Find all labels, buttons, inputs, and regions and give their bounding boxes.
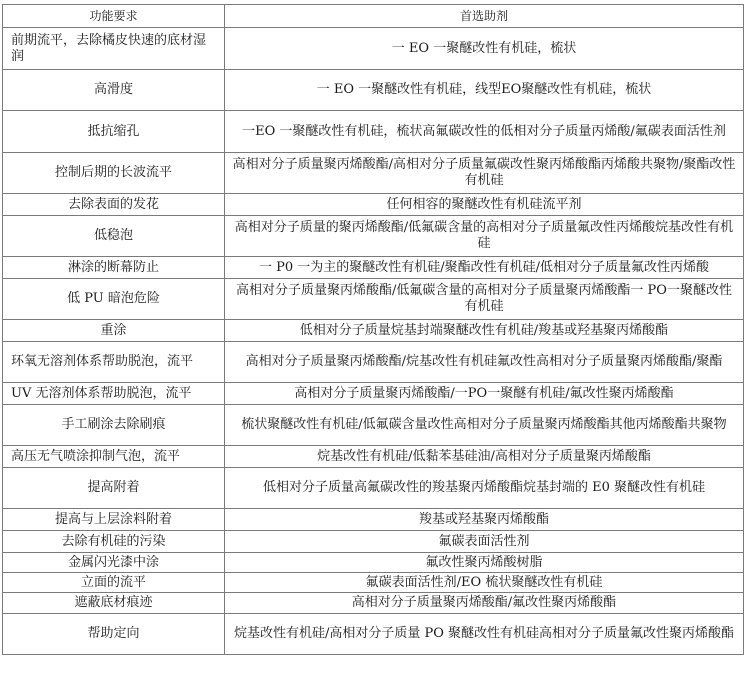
table-row bbox=[3, 405, 744, 446]
function-requirement-cell: 提高附着 bbox=[3, 468, 225, 509]
table-row bbox=[3, 153, 744, 194]
header-preferred-additive: 首选助剂 bbox=[225, 5, 744, 28]
table-row bbox=[3, 111, 744, 153]
function-requirement-cell: 淋涂的断幕防止 bbox=[3, 257, 225, 279]
table-row bbox=[3, 593, 744, 614]
table-row bbox=[3, 70, 744, 111]
preferred-additive-cell: 一EO 一聚醚改性有机硅，梳状高氟碳改性的低相对分子质量丙烯酸/氟碳表面活性剂 bbox=[225, 111, 744, 153]
function-requirement-cell: 控制后期的长波流平 bbox=[3, 153, 225, 194]
preferred-additive-cell: 一 EO 一聚醚改性有机硅，线型EO聚醚改性有机硅，梳状 bbox=[225, 70, 744, 111]
table-body bbox=[3, 28, 744, 655]
function-requirement-cell: 金属闪光漆中涂 bbox=[3, 553, 225, 573]
table-header-row bbox=[3, 5, 744, 28]
table-row bbox=[3, 257, 744, 279]
table-row bbox=[3, 446, 744, 468]
additive-selection-table bbox=[2, 4, 744, 655]
table-row bbox=[3, 614, 744, 655]
table-row bbox=[3, 279, 744, 320]
table-row bbox=[3, 216, 744, 257]
table-row bbox=[3, 553, 744, 573]
function-requirement-cell: UV 无溶剂体系帮助脱泡，流平 bbox=[3, 383, 225, 405]
function-requirement-cell: 低稳泡 bbox=[3, 216, 225, 257]
preferred-additive-cell: 高相对分子质量聚丙烯酸酯/低氟碳含量的高相对分子质量聚丙烯酸酯一 PO一聚醚改性有机硅 bbox=[225, 279, 744, 320]
function-requirement-cell: 手工刷涂去除刷痕 bbox=[3, 405, 225, 446]
preferred-additive-cell: 高相对分子质量的聚丙烯酸酯/低氟碳含量的高相对分子质量氟改性丙烯酸烷基改性有机硅 bbox=[225, 216, 744, 257]
preferred-additive-cell: 高相对分子质量聚丙烯酸酯/氟改性聚丙烯酸酯 bbox=[225, 593, 744, 614]
preferred-additive-cell: 氟碳表面活性剂/EO 梳状聚醚改性有机硅 bbox=[225, 573, 744, 593]
function-requirement-cell: 去除有机硅的污染 bbox=[3, 531, 225, 553]
preferred-additive-cell: 一 EO 一聚醚改性有机硅，梳状 bbox=[225, 28, 744, 70]
table-row bbox=[3, 194, 744, 216]
function-requirement-cell: 抵抗缩孔 bbox=[3, 111, 225, 153]
preferred-additive-cell: 烷基改性有机硅/低黏苯基硅油/高相对分子质量聚丙烯酸酯 bbox=[225, 446, 744, 468]
function-requirement-cell: 前期流平，去除橘皮快速的底材湿润 bbox=[3, 28, 225, 70]
table-row bbox=[3, 468, 744, 509]
table-row bbox=[3, 383, 744, 405]
preferred-additive-cell: 低相对分子质量烷基封端聚醚改性有机硅/羧基或羟基聚丙烯酸酯 bbox=[225, 320, 744, 342]
preferred-additive-cell: 氟碳表面活性剂 bbox=[225, 531, 744, 553]
function-requirement-cell: 环氧无溶剂体系帮助脱泡，流平 bbox=[3, 342, 225, 383]
function-requirement-cell: 高压无气喷涂抑制气泡，流平 bbox=[3, 446, 225, 468]
preferred-additive-cell: 高相对分子质量聚丙烯酸酯/高相对分子质量氟碳改性聚丙烯酸酯丙烯酸共聚物/聚酯改性有机硅 bbox=[225, 153, 744, 194]
function-requirement-cell: 去除表面的发花 bbox=[3, 194, 225, 216]
preferred-additive-cell: 高相对分子质量聚丙烯酸酯/烷基改性有机硅氟改性高相对分子质量聚丙烯酸酯/聚酯 bbox=[225, 342, 744, 383]
table-row bbox=[3, 573, 744, 593]
preferred-additive-cell: 烷基改性有机硅/高相对分子质量 PO 聚醚改性有机硅高相对分子质量氟改性聚丙烯酸酯 bbox=[225, 614, 744, 655]
function-requirement-cell: 重涂 bbox=[3, 320, 225, 342]
table-row bbox=[3, 342, 744, 383]
preferred-additive-cell: 羧基或羟基聚丙烯酸酯 bbox=[225, 509, 744, 531]
header-function-requirement: 功能要求 bbox=[3, 5, 225, 28]
preferred-additive-cell: 一 P0 一为主的聚醚改性有机硅/聚酯改性有机硅/低相对分子质量氟改性丙烯酸 bbox=[225, 257, 744, 279]
function-requirement-cell: 遮蔽底材痕迹 bbox=[3, 593, 225, 614]
preferred-additive-cell: 氟改性聚丙烯酸树脂 bbox=[225, 553, 744, 573]
function-requirement-cell: 高滑度 bbox=[3, 70, 225, 111]
preferred-additive-cell: 梳状聚醚改性有机硅/低氟碳含量改性高相对分子质量聚丙烯酸酯其他丙烯酸酯共聚物 bbox=[225, 405, 744, 446]
preferred-additive-cell: 任何相容的聚醚改性有机硅流平剂 bbox=[225, 194, 744, 216]
table-row bbox=[3, 509, 744, 531]
function-requirement-cell: 帮助定向 bbox=[3, 614, 225, 655]
preferred-additive-cell: 高相对分子质量聚丙烯酸酯/一PO一聚醚有机硅/氟改性聚丙烯酸酯 bbox=[225, 383, 744, 405]
table-row bbox=[3, 28, 744, 70]
preferred-additive-cell: 低相对分子质量高氟碳改性的羧基聚丙烯酸酯烷基封端的 E0 聚醚改性有机硅 bbox=[225, 468, 744, 509]
additive-table-wrapper bbox=[2, 4, 743, 655]
function-requirement-cell: 提高与上层涂料附着 bbox=[3, 509, 225, 531]
table-row bbox=[3, 320, 744, 342]
function-requirement-cell: 低 PU 暗泡危险 bbox=[3, 279, 225, 320]
function-requirement-cell: 立面的流平 bbox=[3, 573, 225, 593]
table-row bbox=[3, 531, 744, 553]
